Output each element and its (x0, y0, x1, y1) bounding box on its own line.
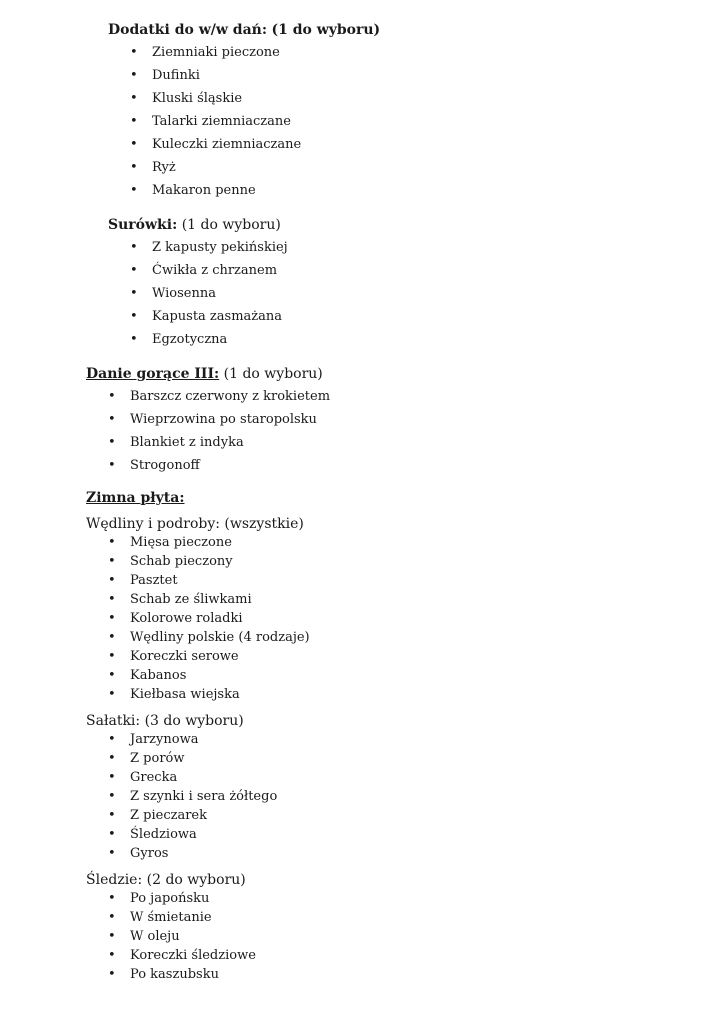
bullet-icon: • (108, 770, 116, 785)
bullet-icon: • (130, 240, 138, 255)
bullet-icon: • (130, 332, 138, 347)
bullet-icon: • (108, 668, 116, 683)
danie-gorace-list (108, 385, 331, 477)
bullet-icon: • (108, 554, 116, 569)
wedliny-section (86, 515, 304, 533)
list-item: • Koreczki serowe (108, 649, 239, 664)
list-item: • Kuleczki ziemniaczane (152, 133, 301, 156)
list-item: • W oleju (108, 929, 180, 944)
list-item: • Z pieczarek (108, 808, 208, 823)
list-item: • Schab ze śliwkami (108, 592, 252, 607)
list-item: • Z porów (108, 751, 185, 766)
list-item: • Kluski śląskie (152, 87, 301, 110)
bullet-icon: • (130, 91, 138, 106)
list-item: • Pasztet (108, 573, 178, 588)
surowki-title: Surówki: (108, 217, 178, 233)
list-item: • Grecka (108, 770, 178, 785)
bullet-icon: • (108, 535, 116, 550)
sledzie-title: Śledzie: (2 do wyboru) (86, 872, 246, 888)
bullet-icon: • (108, 412, 116, 427)
danie-gorace-section (86, 365, 323, 383)
salatki-title: Sałatki: (3 do wyboru) (86, 713, 244, 729)
list-item: • Gyros (108, 846, 169, 861)
danie-gorace-heading (86, 365, 323, 383)
bullet-icon: • (130, 114, 138, 129)
bullet-icon: • (108, 573, 116, 588)
surowki-heading (108, 216, 281, 234)
bullet-icon: • (108, 630, 116, 645)
danie-gorace-note: (1 do wyboru) (223, 366, 323, 382)
list-item: • Z szynki i sera żółtego (108, 789, 278, 804)
surowki-section (108, 216, 281, 234)
surowki-list (130, 236, 288, 351)
list-item: • Makaron penne (152, 179, 301, 202)
list-item: • Jarzynowa (108, 732, 199, 747)
bullet-icon: • (130, 183, 138, 198)
dodatki-heading (108, 21, 380, 39)
salatki-section (86, 712, 244, 730)
list-item: • Ziemniaki pieczone (152, 41, 301, 64)
bullet-icon: • (108, 389, 116, 404)
list-item: • W śmietanie (108, 910, 212, 925)
wedliny-title: Wędliny i podroby: (wszystkie) (86, 516, 304, 532)
bullet-icon: • (108, 751, 116, 766)
list-item: • Barszcz czerwony z krokietem (130, 385, 330, 408)
bullet-icon: • (108, 611, 116, 626)
bullet-icon: • (108, 827, 116, 842)
list-item: • Po kaszubsku (108, 967, 219, 982)
dodatki-title: Dodatki do w/w dań: (108, 22, 267, 38)
bullet-icon: • (130, 68, 138, 83)
surowki-note: (1 do wyboru) (181, 217, 281, 233)
bullet-icon: • (108, 948, 116, 963)
dodatki-section (108, 21, 380, 39)
list-item: • Egzotyczna (152, 328, 288, 351)
list-item: • Schab pieczony (108, 554, 233, 569)
bullet-icon: • (108, 687, 116, 702)
zimna-plyta-section (86, 489, 185, 507)
list-item: • Kiełbasa wiejska (108, 687, 240, 702)
list-item: • Dufinki (152, 64, 301, 87)
bullet-icon: • (108, 967, 116, 982)
list-item: • Kapusta zasmażana (152, 305, 288, 328)
bullet-icon: • (108, 458, 116, 473)
wedliny-list (108, 533, 310, 704)
list-item: • Wędliny polskie (4 rodzaje) (108, 630, 310, 645)
bullet-icon: • (108, 846, 116, 861)
bullet-icon: • (108, 891, 116, 906)
list-item: • Strogonoff (130, 454, 330, 477)
bullet-icon: • (130, 309, 138, 324)
zimna-plyta-heading (86, 489, 185, 507)
list-item: • Koreczki śledziowe (108, 948, 256, 963)
bullet-icon: • (108, 435, 116, 450)
list-item: • Kolorowe roladki (108, 611, 243, 626)
list-item: • Talarki ziemniaczane (152, 110, 301, 133)
sledzie-section (86, 871, 246, 889)
list-item: • Z kapusty pekińskiej (152, 236, 288, 259)
salatki-list (108, 730, 278, 863)
bullet-icon: • (130, 45, 138, 60)
bullet-icon: • (108, 592, 116, 607)
list-item: • Blankiet z indyka (130, 431, 330, 454)
bullet-icon: • (108, 649, 116, 664)
list-item: • Wiosenna (152, 282, 288, 305)
bullet-icon: • (108, 732, 116, 747)
list-item: • Kabanos (108, 668, 187, 683)
bullet-icon: • (130, 137, 138, 152)
list-item: • Mięsa pieczone (108, 535, 232, 550)
danie-gorace-title: Danie gorące III: (86, 366, 220, 382)
list-item: • Ćwikła z chrzanem (152, 259, 288, 282)
list-item: • Wieprzowina po staropolsku (130, 408, 330, 431)
list-item: • Śledziowa (108, 827, 197, 842)
zimna-plyta-title: Zimna płyta: (86, 490, 185, 506)
bullet-icon: • (130, 286, 138, 301)
bullet-icon: • (130, 160, 138, 175)
bullet-icon: • (130, 263, 138, 278)
dodatki-list (130, 41, 302, 202)
sledzie-list (108, 889, 256, 984)
dodatki-note: (1 do wyboru) (271, 22, 381, 38)
bullet-icon: • (108, 910, 116, 925)
bullet-icon: • (108, 808, 116, 823)
list-item: • Po japońsku (108, 891, 210, 906)
bullet-icon: • (108, 929, 116, 944)
list-item: • Ryż (152, 156, 301, 179)
bullet-icon: • (108, 789, 116, 804)
